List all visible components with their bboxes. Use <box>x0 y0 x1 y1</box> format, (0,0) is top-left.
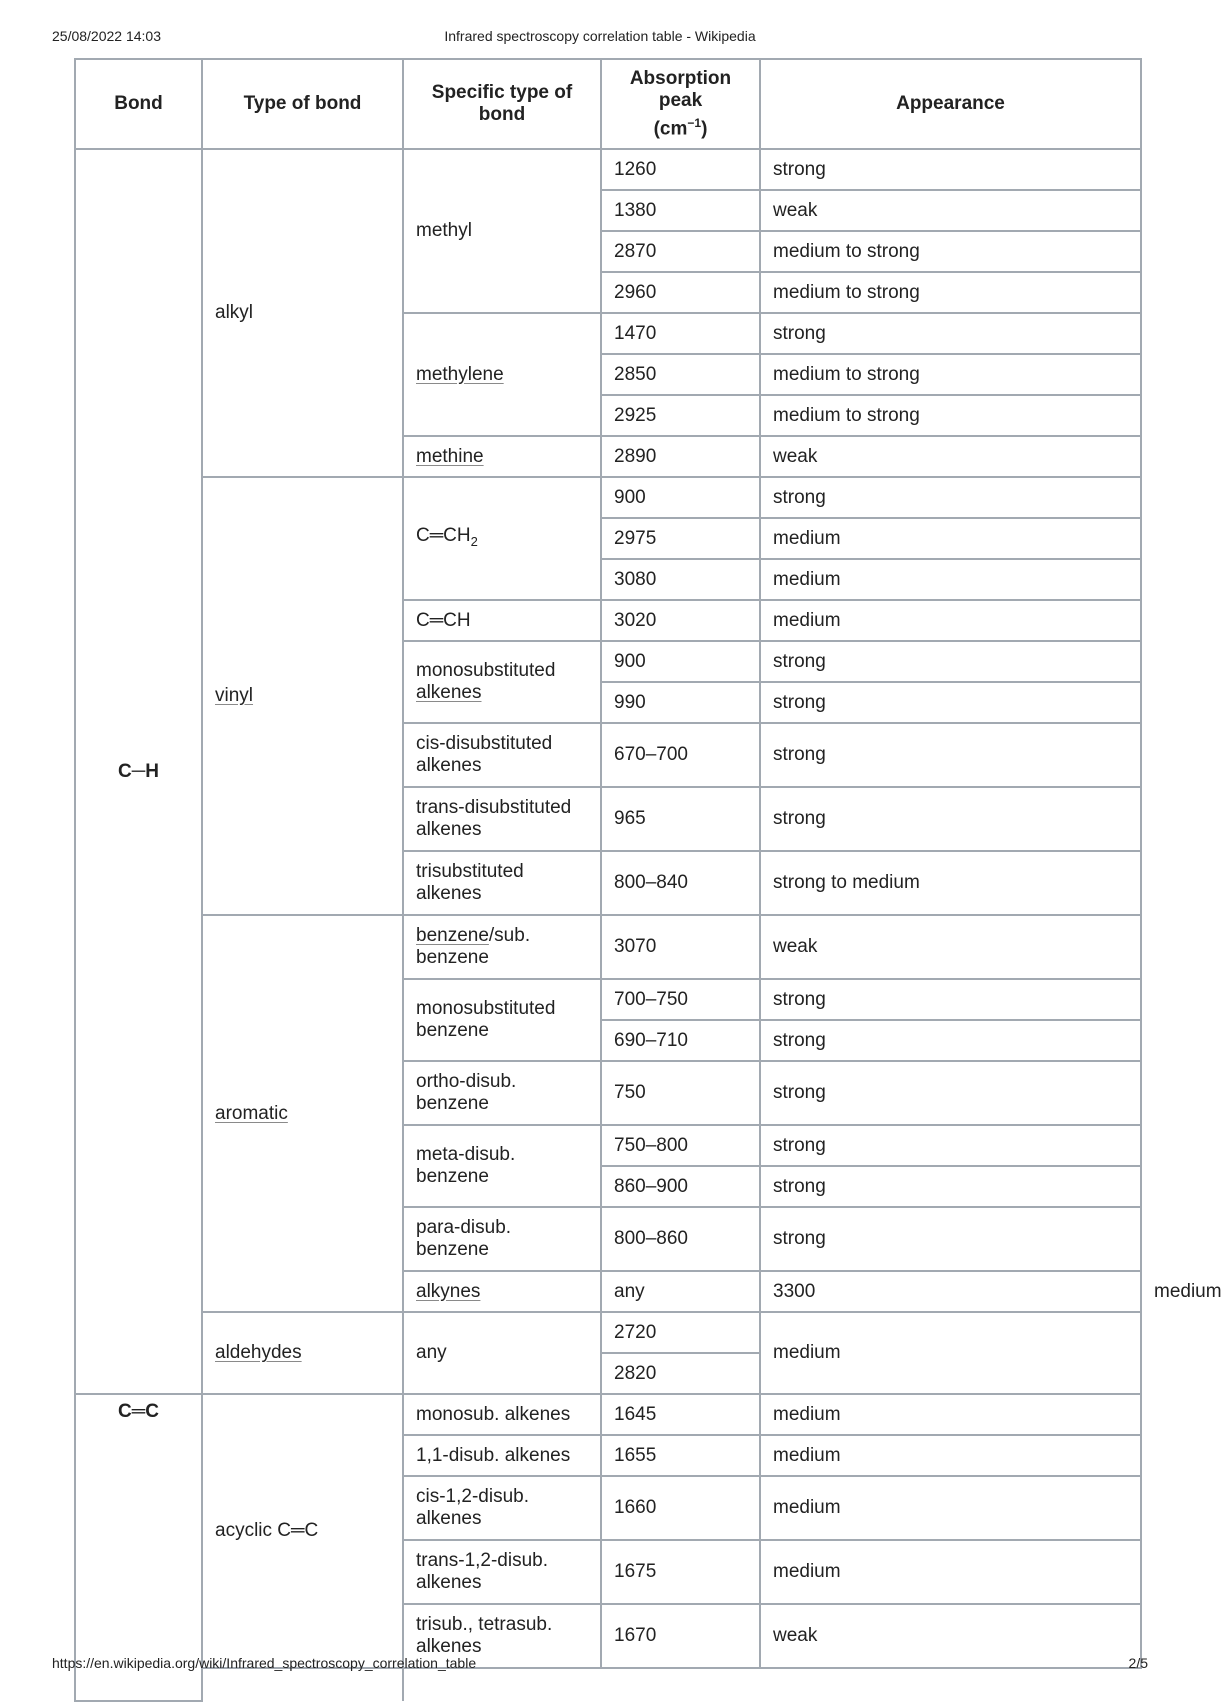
appearance-cell: strong <box>760 723 1141 787</box>
appearance-cell: strong to medium <box>760 851 1141 915</box>
peak-cell: 1670 <box>601 1604 760 1668</box>
peak-cell: 990 <box>601 682 760 723</box>
peak-cell: 2870 <box>601 231 760 272</box>
peak-cell: 3300 <box>760 1271 1141 1312</box>
table-row-continued <box>75 1668 1141 1701</box>
appearance-cell: medium to strong <box>760 395 1141 436</box>
peak-cell: 1645 <box>601 1394 760 1435</box>
appearance-cell: medium <box>760 1435 1141 1476</box>
peak-cell: 965 <box>601 787 760 851</box>
appearance-cell: strong <box>760 1061 1141 1125</box>
bond-c-c-double: C═C <box>75 1394 202 1701</box>
peak-cell: 750 <box>601 1061 760 1125</box>
appearance-cell: strong <box>760 641 1141 682</box>
aldehydes-link[interactable]: aldehydes <box>215 1342 302 1363</box>
specific-methylene <box>403 313 601 436</box>
header-type-of-bond: Type of bond <box>202 59 403 149</box>
specific-any: any <box>601 1271 760 1312</box>
specific-any: any <box>403 1312 601 1394</box>
peak-cell: 900 <box>601 641 760 682</box>
specific-11-disub-alkenes: 1,1-disub. alkenes <box>403 1435 601 1476</box>
type-vinyl <box>202 477 403 915</box>
bond-c-h: C─H <box>75 149 202 1394</box>
appearance-cell: strong <box>760 477 1141 518</box>
appearance-cell: strong <box>760 1020 1141 1061</box>
appearance-cell: weak <box>760 1604 1141 1668</box>
specific-monosubstituted-benzene: monosubstituted benzene <box>403 979 601 1061</box>
appearance-cell: medium <box>760 1312 1141 1394</box>
header-appearance: Appearance <box>760 59 1141 149</box>
vinyl-link[interactable]: vinyl <box>215 685 254 706</box>
continued-cell <box>403 1668 601 1701</box>
type-aromatic <box>202 915 403 1312</box>
peak-cell: 2925 <box>601 395 760 436</box>
appearance-cell: medium <box>760 518 1141 559</box>
specific-c-ch: C═CH <box>403 600 601 641</box>
continued-cell <box>760 1668 1141 1701</box>
appearance-cell: weak <box>760 915 1141 979</box>
appearance-cell: strong <box>760 1207 1141 1271</box>
specific-trans-12-disub-alkenes: trans-1,2-disub. alkenes <box>403 1540 601 1604</box>
specific-meta-disub-benzene: meta-disub. benzene <box>403 1125 601 1207</box>
specific-c-ch2: $C═CH_2$ <box>403 477 601 600</box>
type-alkyl: alkyl <box>202 149 403 477</box>
appearance-cell: medium to strong <box>760 231 1141 272</box>
specific-trisub-tetrasub-alkenes: trisub., tetrasub. alkenes <box>403 1604 601 1668</box>
peak-cell: 670–700 <box>601 723 760 787</box>
peak-cell: 700–750 <box>601 979 760 1020</box>
peak-cell: 2975 <box>601 518 760 559</box>
ir-correlation-table-wrapper <box>74 58 1222 1657</box>
table-row <box>75 1312 1141 1353</box>
alkynes-link[interactable]: alkynes <box>416 1280 481 1302</box>
peak-cell: 2720 <box>601 1312 760 1353</box>
appearance-cell: strong <box>760 1166 1141 1207</box>
peak-cell: 1470 <box>601 313 760 354</box>
appearance-cell: medium <box>760 1394 1141 1435</box>
appearance-cell: strong <box>760 1125 1141 1166</box>
peak-cell: 2960 <box>601 272 760 313</box>
specific-benzene: benzene/sub. benzene <box>403 915 601 979</box>
continued-cell <box>202 1668 403 1701</box>
peak-cell: 1675 <box>601 1540 760 1604</box>
methylene-link[interactable]: methylene <box>416 363 504 385</box>
table-row <box>75 149 1141 190</box>
appearance-cell: medium <box>760 1476 1141 1540</box>
appearance-cell: strong <box>760 313 1141 354</box>
peak-cell: 900 <box>601 477 760 518</box>
type-aldehydes <box>202 1312 403 1394</box>
peak-cell: 2820 <box>601 1353 760 1394</box>
header-bond: Bond <box>75 59 202 149</box>
table-header-row <box>75 59 1141 149</box>
header-specific-type: Specific type of bond <box>403 59 601 149</box>
appearance-cell: weak <box>760 436 1141 477</box>
appearance-cell: strong <box>760 682 1141 723</box>
alkenes-link[interactable]: alkenes <box>416 682 482 703</box>
appearance-cell: medium <box>760 559 1141 600</box>
specific-monosubstituted-alkenes: monosubstituted alkenes <box>403 641 601 723</box>
peak-cell: 800–860 <box>601 1207 760 1271</box>
methine-link[interactable]: methine <box>416 445 484 467</box>
peak-cell: 1380 <box>601 190 760 231</box>
specific-cis-12-disub-alkenes: cis-1,2-disub. alkenes <box>403 1476 601 1540</box>
specific-methine <box>403 436 601 477</box>
table-row <box>75 1394 1141 1435</box>
type-acyclic-cc: acyclic C═C <box>202 1394 403 1668</box>
print-page-title: Infrared spectroscopy correlation table - Wikipedia <box>444 28 756 44</box>
peak-cell: 3070 <box>601 915 760 979</box>
peak-cell: 1260 <box>601 149 760 190</box>
table-row <box>75 477 1141 518</box>
header-absorption-peak: Absorption peak $(cm^{-1})$ <box>601 59 760 149</box>
appearance-cell: strong <box>760 787 1141 851</box>
specific-methyl: methyl <box>403 149 601 313</box>
print-timestamp: 25/08/2022 14:03 <box>52 28 161 44</box>
peak-cell: 1660 <box>601 1476 760 1540</box>
table-row: alkynes any 3300 medium <box>75 1271 1141 1312</box>
print-page-number: 2/5 <box>1128 1655 1148 1671</box>
specific-trans-disubstituted: trans-disubstituted alkenes <box>403 787 601 851</box>
type-alkynes <box>403 1271 601 1312</box>
peak-cell: 860–900 <box>601 1166 760 1207</box>
print-url: https://en.wikipedia.org/wiki/Infrared_spectroscopy_correlation_table <box>52 1655 477 1671</box>
peak-cell: 690–710 <box>601 1020 760 1061</box>
aromatic-link[interactable]: aromatic <box>215 1102 288 1124</box>
appearance-cell: medium <box>760 600 1141 641</box>
table-row <box>75 915 1141 979</box>
specific-monosub-alkenes: monosub. alkenes <box>403 1394 601 1435</box>
specific-para-disub-benzene: para-disub. benzene <box>403 1207 601 1271</box>
peak-cell: 3020 <box>601 600 760 641</box>
peak-cell: 800–840 <box>601 851 760 915</box>
appearance-cell: medium to strong <box>760 354 1141 395</box>
benzene-link[interactable]: benzene <box>416 925 489 946</box>
peak-cell: 1655 <box>601 1435 760 1476</box>
appearance-cell: strong <box>760 149 1141 190</box>
peak-cell: 2890 <box>601 436 760 477</box>
appearance-cell: medium to strong <box>760 272 1141 313</box>
peak-cell: 2850 <box>601 354 760 395</box>
specific-cis-disubstituted: cis-disubstituted alkenes <box>403 723 601 787</box>
continued-cell <box>601 1668 760 1701</box>
peak-cell: 3080 <box>601 559 760 600</box>
appearance-cell: medium <box>760 1540 1141 1604</box>
appearance-cell: weak <box>760 190 1141 231</box>
appearance-cell: strong <box>760 979 1141 1020</box>
specific-ortho-disub-benzene: ortho-disub. benzene <box>403 1061 601 1125</box>
peak-cell: 750–800 <box>601 1125 760 1166</box>
specific-trisubstituted: trisubstituted alkenes <box>403 851 601 915</box>
ir-correlation-table <box>74 58 1222 1702</box>
